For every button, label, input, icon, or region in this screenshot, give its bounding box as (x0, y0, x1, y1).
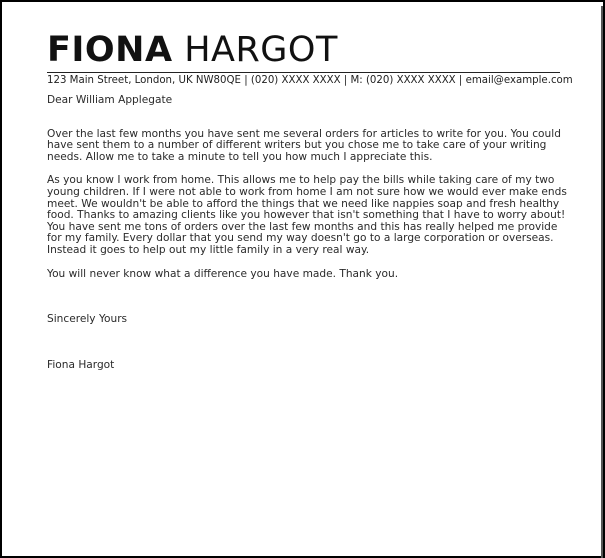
page-shadow (601, 6, 603, 558)
paragraph-2: As you know I work from home. This allows me to help pay the bills while taking care of my two young children. If I were not able to work from home I am not sure how we would ever make ends meet. We wouldn't be able to afford the things that we need like nappies soap and fresh healthy food. Thanks to amazing clients like you however that isn't something that I have to worry about! You have sent me tons of orders over the last few months and this has really helped me provide for my family. Every dollar that you send my way doesn't go to a large corporation or overseas. Instead it goes to help out my little family in a very real way. (47, 174, 567, 256)
sender-first-name: FIONA (47, 30, 173, 70)
sender-contact-line: 123 Main Street, London, UK NW80QE | (020) XXXX XXXX | M: (020) XXXX XXXX | email@example.com (47, 75, 573, 86)
header-divider (47, 72, 560, 73)
sender-name (47, 30, 567, 70)
paragraph-1: Over the last few months you have sent me several orders for articles to write for you. You could have sent them to a number of different writers but you chose me to take care of your writing needs. Allow me to take a minute to tell you how much I appreciate this. (47, 127, 561, 163)
sender-last-name: HARGOT (184, 30, 338, 70)
letter-body (47, 30, 573, 371)
signature: Fiona Hargot (47, 358, 115, 371)
closing: Sincerely Yours (47, 313, 128, 326)
salutation: Dear William Applegate (47, 94, 173, 106)
paragraph-3: You will never know what a difference you have made. Thank you. (47, 267, 399, 280)
